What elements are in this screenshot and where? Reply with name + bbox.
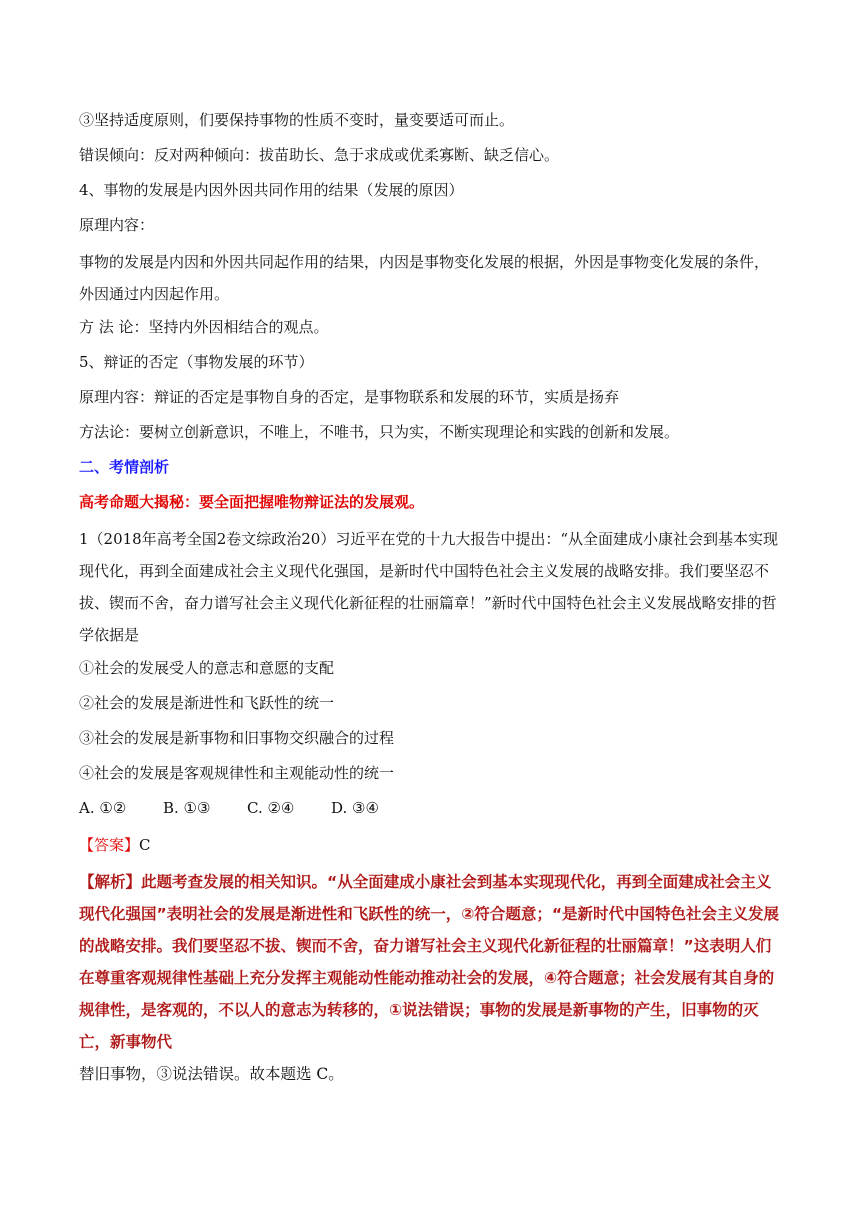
option-a: A. ①② — [79, 799, 127, 817]
text-line-principle-5: 原理内容：辩证的否定是事物自身的否定，是事物联系和发展的环节，实质是扬弃 — [79, 388, 620, 406]
section-heading: 二、考情剖析 — [79, 458, 170, 476]
section-subheading: 高考命题大揭秘：要全面把握唯物辩证法的发展观。 — [79, 493, 425, 511]
text-paragraph-internal-external-causes: 事物的发展是内因和外因共同起作用的结果，内因是事物变化发展的根据，外因是事物变化发展的条件，外因通过内因起作用。 — [79, 253, 770, 303]
answer-line — [79, 831, 779, 859]
text-line-section-5-title: 5、辩证的否定（事物发展的环节） — [79, 353, 314, 371]
question-stem: 1（2018年高考全国2卷文综政治20）习近平在党的十九大报告中提出：“从全面建成小康社会到基本实现现代化，再到全面建成社会主义现代化强国，是新时代中国特色社会主义发展的战略安排。我们要坚忍不拔、锲而不舍，奋力谱写社会主义现代化新征程的壮丽篇章！”新时代中国特色社会主义发展战略安排的哲学依据是 — [79, 530, 779, 644]
answer-label: 【答案】 — [79, 836, 140, 854]
question-item-3: ③社会的发展是新事物和旧事物交织融合的过程 — [79, 729, 395, 747]
text-line-wrong-tendency: 错误倾向：反对两种倾向：拔苗助长、急于求成或优柔寡断、缺乏信心。 — [79, 146, 560, 164]
analysis-tail: 替旧事物，③说法错误。故本题选 C。 — [79, 1065, 344, 1083]
text-line-moderation-principle: ③坚持适度原则，们要保持事物的性质不变时，量变要适可而止。 — [79, 111, 515, 129]
option-d: D. ③④ — [331, 799, 379, 817]
document-content — [79, 106, 779, 1090]
text-line-principle-label: 原理内容： — [79, 216, 155, 234]
question-item-4: ④社会的发展是客观规律性和主观能动性的统一 — [79, 764, 395, 782]
answer-options — [79, 794, 779, 822]
option-b: B. ①③ — [163, 799, 211, 817]
analysis-paragraph — [79, 866, 779, 1090]
text-line-methodology-4: 方 法 论：坚持内外因相结合的观点。 — [79, 318, 329, 336]
question-item-2: ②社会的发展是渐进性和飞跃性的统一 — [79, 694, 335, 712]
text-line-section-4-title: 4、事物的发展是内因外因共同作用的结果（发展的原因） — [79, 181, 464, 199]
answer-value: C — [139, 836, 151, 854]
text-line-methodology-5: 方法论：要树立创新意识，不唯上，不唯书，只为实，不断实现理论和实践的创新和发展。 — [79, 423, 680, 441]
analysis-text: 【解析】此题考查发展的相关知识。“从全面建成小康社会到基本实现现代化，再到全面建成社会主义现代化强国”表明社会的发展是渐进性和飞跃性的统一，②符合题意；“是新时代中国特色社会主义发展的战略安排。我们要坚忍不拔、锲而不舍，奋力谱写社会主义现代化新征程的壮丽篇章！”这表明人们在尊重客观规律性基础上充分发挥主观能动性能动推动社会的发展，④符合题意；社会发展有其自身的规律性，是客观的，不以人的意志为转移的，①说法错误；事物的发展是新事物的产生，旧事物的灭亡，新事物代 — [79, 873, 780, 1051]
question-item-1: ①社会的发展受人的意志和意愿的支配 — [79, 659, 335, 677]
option-c: C. ②④ — [247, 799, 295, 817]
